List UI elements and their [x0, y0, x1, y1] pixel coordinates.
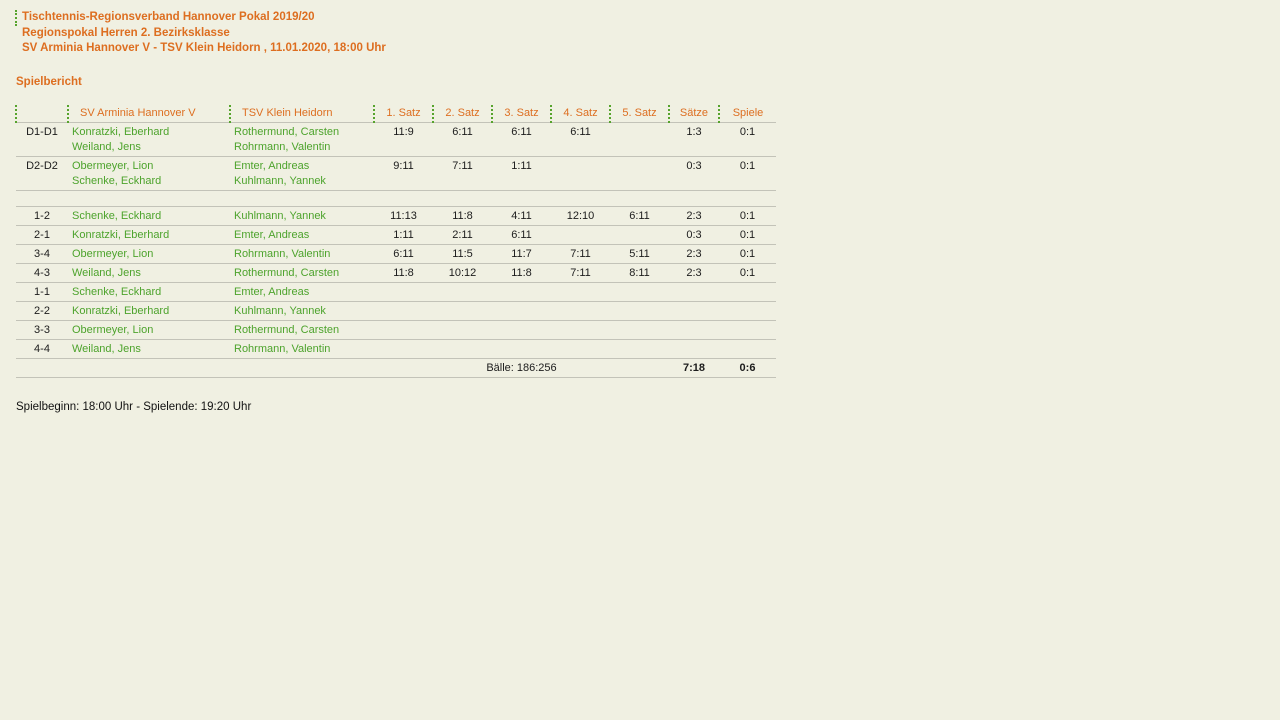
home-players-cell [68, 206, 230, 225]
home-player-name: Obermeyer, Lion [72, 323, 154, 336]
match-number-cell: D1-D1 [16, 122, 68, 156]
set-2-score-cell [433, 301, 492, 320]
games-result-cell: 0:1 [719, 244, 776, 263]
match-row [16, 206, 776, 225]
set-4-score-cell: 7:11 [551, 263, 610, 282]
sets-result-cell [669, 282, 719, 301]
set-4-score-cell [551, 339, 610, 358]
away-players-cell [230, 301, 374, 320]
set-5-score-cell [610, 122, 669, 156]
set-2-score-cell: 11:5 [433, 244, 492, 263]
col-header-set2: 2. Satz [433, 105, 492, 123]
set-1-score-cell: 11:8 [374, 263, 433, 282]
sets-result-cell [669, 301, 719, 320]
set-5-score-cell [610, 225, 669, 244]
col-header-set1: 1. Satz [374, 105, 433, 123]
games-result-cell: 0:1 [719, 263, 776, 282]
totals-home-cell [68, 358, 230, 377]
sets-result-cell: 2:3 [669, 206, 719, 225]
away-players-cell [230, 122, 374, 156]
home-players-cell [68, 263, 230, 282]
home-player-name: Weiland, Jens [72, 140, 141, 153]
away-players-cell [230, 282, 374, 301]
away-player-name: Emter, Andreas [234, 228, 310, 241]
home-player-name: Schenke, Eckhard [72, 209, 162, 222]
set-2-score-cell: 10:12 [433, 263, 492, 282]
match-number-cell: 3-3 [16, 320, 68, 339]
totals-away-cell [230, 358, 374, 377]
set-1-score-cell [374, 339, 433, 358]
set-3-score-cell [492, 282, 551, 301]
games-result-cell: 0:1 [719, 122, 776, 156]
match-title: SV Arminia Hannover V - TSV Klein Heidorn , 11.01.2020, 18:00 Uhr [22, 42, 386, 54]
away-player-name: Kuhlmann, Yannek [234, 174, 326, 187]
home-players-cell [68, 225, 230, 244]
spacer-row [16, 190, 776, 206]
match-row [16, 320, 776, 339]
games-result-cell: 0:1 [719, 156, 776, 190]
home-player-name: Konratzki, Eberhard [72, 304, 170, 317]
games-result-cell [719, 301, 776, 320]
match-row [16, 339, 776, 358]
match-row [16, 263, 776, 282]
set-2-score-cell: 6:11 [433, 122, 492, 156]
away-players-cell [230, 225, 374, 244]
balls-total-cell: Bälle: 186:256 [374, 358, 669, 377]
match-number-cell: D2-D2 [16, 156, 68, 190]
set-4-score-cell [551, 225, 610, 244]
match-number-cell: 1-1 [16, 282, 68, 301]
set-4-score-cell [551, 156, 610, 190]
match-row [16, 122, 776, 156]
set-1-score-cell: 9:11 [374, 156, 433, 190]
set-2-score-cell: 2:11 [433, 225, 492, 244]
sets-result-cell: 0:3 [669, 156, 719, 190]
match-number-cell: 2-2 [16, 301, 68, 320]
totals-row [16, 358, 776, 377]
report-title-block [15, 10, 1280, 57]
games-result-cell: 0:1 [719, 225, 776, 244]
away-player-name: Emter, Andreas [234, 159, 310, 172]
col-header-away-team: TSV Klein Heidorn [230, 105, 374, 123]
set-3-score-cell: 6:11 [492, 225, 551, 244]
away-players-cell [230, 244, 374, 263]
home-player-name: Konratzki, Eberhard [72, 125, 170, 138]
set-4-score-cell: 7:11 [551, 244, 610, 263]
set-5-score-cell: 6:11 [610, 206, 669, 225]
home-player-name: Weiland, Jens [72, 266, 141, 279]
match-number-cell: 3-4 [16, 244, 68, 263]
match-times-note: Spielbeginn: 18:00 Uhr - Spielende: 19:20 Uhr [16, 400, 252, 413]
home-players-cell [68, 339, 230, 358]
col-header-games: Spiele [719, 105, 776, 123]
set-3-score-cell: 6:11 [492, 122, 551, 156]
home-player-name: Schenke, Eckhard [72, 285, 162, 298]
spacer-cell [16, 190, 776, 206]
sets-result-cell: 2:3 [669, 263, 719, 282]
sets-result-cell: 1:3 [669, 122, 719, 156]
home-player-name: Konratzki, Eberhard [72, 228, 170, 241]
match-number-cell: 4-3 [16, 263, 68, 282]
set-4-score-cell [551, 301, 610, 320]
match-table-body [16, 122, 776, 358]
set-5-score-cell [610, 339, 669, 358]
match-report-table [15, 105, 776, 378]
sets-total-cell: 7:18 [669, 358, 719, 377]
sets-result-cell: 2:3 [669, 244, 719, 263]
set-3-score-cell: 4:11 [492, 206, 551, 225]
home-player-name: Schenke, Eckhard [72, 174, 162, 187]
totals-label-cell [16, 358, 68, 377]
games-result-cell: 0:1 [719, 206, 776, 225]
away-players-cell [230, 339, 374, 358]
games-result-cell [719, 339, 776, 358]
set-5-score-cell [610, 320, 669, 339]
set-5-score-cell [610, 282, 669, 301]
set-3-score-cell [492, 339, 551, 358]
match-number-cell: 4-4 [16, 339, 68, 358]
away-players-cell [230, 206, 374, 225]
set-5-score-cell [610, 301, 669, 320]
match-number-cell: 1-2 [16, 206, 68, 225]
set-2-score-cell: 7:11 [433, 156, 492, 190]
home-player-name: Weiland, Jens [72, 342, 141, 355]
set-2-score-cell [433, 282, 492, 301]
set-1-score-cell [374, 301, 433, 320]
set-2-score-cell [433, 339, 492, 358]
sets-result-cell: 0:3 [669, 225, 719, 244]
home-players-cell [68, 320, 230, 339]
away-player-name: Rohrmann, Valentin [234, 342, 331, 355]
set-3-score-cell: 1:11 [492, 156, 551, 190]
competition-title: Tischtennis-Regionsverband Hannover Pokal 2019/20 [15, 10, 1280, 26]
home-players-cell [68, 156, 230, 190]
set-5-score-cell: 8:11 [610, 263, 669, 282]
set-5-score-cell: 5:11 [610, 244, 669, 263]
set-4-score-cell: 12:10 [551, 206, 610, 225]
match-row [16, 156, 776, 190]
home-player-name: Obermeyer, Lion [72, 247, 154, 260]
away-player-name: Rothermund, Carsten [234, 125, 340, 138]
match-row [16, 225, 776, 244]
home-players-cell [68, 122, 230, 156]
set-2-score-cell [433, 320, 492, 339]
col-header-home-team: SV Arminia Hannover V [68, 105, 230, 123]
set-3-score-cell [492, 320, 551, 339]
col-header-set4: 4. Satz [551, 105, 610, 123]
match-row [16, 301, 776, 320]
away-players-cell [230, 320, 374, 339]
away-players-cell [230, 263, 374, 282]
match-number-cell: 2-1 [16, 225, 68, 244]
col-header-sets: Sätze [669, 105, 719, 123]
set-1-score-cell: 6:11 [374, 244, 433, 263]
set-4-score-cell [551, 282, 610, 301]
away-player-name: Kuhlmann, Yannek [234, 209, 326, 222]
away-players-cell [230, 156, 374, 190]
away-player-name: Rohrmann, Valentin [234, 247, 331, 260]
set-3-score-cell [492, 301, 551, 320]
games-result-cell [719, 282, 776, 301]
match-row [16, 244, 776, 263]
match-row [16, 282, 776, 301]
set-2-score-cell: 11:8 [433, 206, 492, 225]
section-title-spielbericht: Spielbericht [16, 75, 82, 88]
sets-result-cell [669, 320, 719, 339]
away-player-name: Kuhlmann, Yannek [234, 304, 326, 317]
away-player-name: Rothermund, Carsten [234, 266, 340, 279]
set-4-score-cell: 6:11 [551, 122, 610, 156]
set-5-score-cell [610, 156, 669, 190]
away-player-name: Emter, Andreas [234, 285, 310, 298]
set-4-score-cell [551, 320, 610, 339]
set-1-score-cell [374, 282, 433, 301]
set-3-score-cell: 11:7 [492, 244, 551, 263]
set-1-score-cell [374, 320, 433, 339]
home-players-cell [68, 282, 230, 301]
games-total-cell: 0:6 [719, 358, 776, 377]
col-header-set5: 5. Satz [610, 105, 669, 123]
sets-result-cell [669, 339, 719, 358]
away-player-name: Rohrmann, Valentin [234, 140, 331, 153]
table-header-row [16, 105, 776, 123]
col-header-blank [16, 105, 68, 123]
set-1-score-cell: 1:11 [374, 225, 433, 244]
col-header-set3: 3. Satz [492, 105, 551, 123]
home-player-name: Obermeyer, Lion [72, 159, 154, 172]
set-3-score-cell: 11:8 [492, 263, 551, 282]
set-1-score-cell: 11:9 [374, 122, 433, 156]
league-title: Regionspokal Herren 2. Bezirksklasse [22, 26, 230, 39]
games-result-cell [719, 320, 776, 339]
home-players-cell [68, 301, 230, 320]
home-players-cell [68, 244, 230, 263]
set-1-score-cell: 11:13 [374, 206, 433, 225]
away-player-name: Rothermund, Carsten [234, 323, 340, 336]
